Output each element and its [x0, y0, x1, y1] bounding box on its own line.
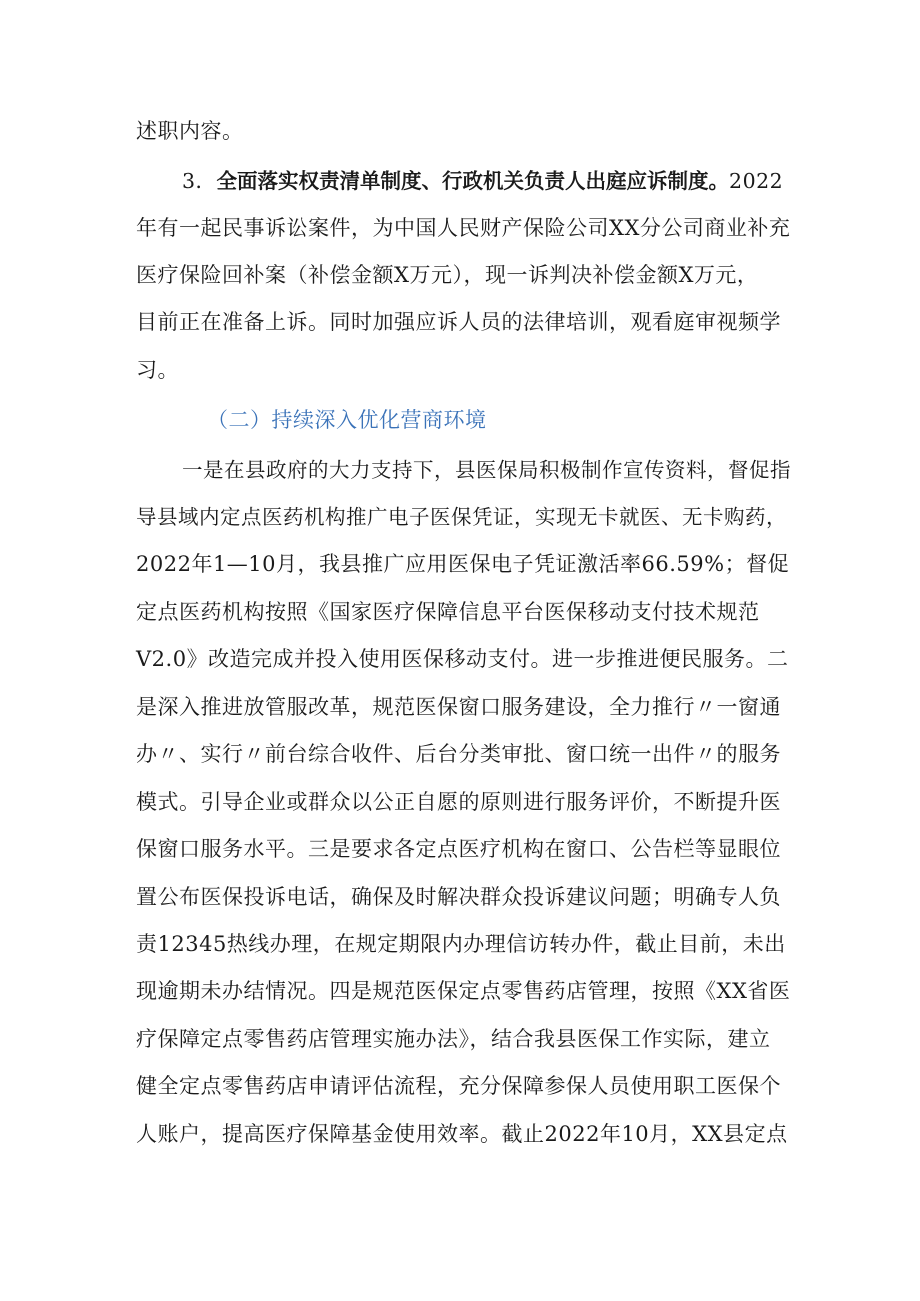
text-line: 目前正在准备上诉。同时加强应诉人员的法律培训，观看庭审视频学 [136, 310, 781, 334]
text-line: 导县域内定点医药机构推广电子医保凭证，实现无卡就医、无卡购药， [136, 505, 787, 529]
text-line: V2.0》改造完成并投入使用医保移动支付。进一步推进便民服务。二 [136, 647, 789, 671]
text-line: 保窗口服务水平。三是要求各定点医疗机构在窗口、公告栏等显眼位 [136, 837, 781, 861]
text-line: 习。 [136, 358, 179, 382]
text-line: 人账户，提高医疗保障基金使用效率。截止2022年10月，XX县定点 [136, 1122, 788, 1146]
text-line: 模式。引导企业或群众以公正自愿的原则进行服务评价，不断提升医 [136, 790, 781, 814]
item-bold-title: 全面落实权责清单制度、行政机关负责人出庭应诉制度。 [216, 169, 730, 193]
text-line: 医疗保险回补案（补偿金额X万元），现一诉判决补偿金额X万元， [136, 263, 759, 287]
text-line: 责12345热线办理，在规定期限内办理信访转办件，截止目前，未出 [136, 932, 786, 956]
text-line: 年有一起民事诉讼案件，为中国人民财产保险公司XX分公司商业补充 [136, 216, 791, 240]
section-heading: （二）持续深入优化营商环境 [207, 408, 487, 432]
text-line: 一是在县政府的大力支持下，县医保局积极制作宣传资料，督促指 [182, 458, 791, 482]
item-number: 3 [182, 169, 196, 193]
text-line: 是深入推进放管服改革，规范医保窗口服务建设，全力推行〃一窗通 [136, 695, 781, 719]
text-line: 办〃、实行〃前台综合收件、后台分类审批、窗口统一出件〃的服务 [136, 742, 781, 766]
item-3-line [182, 166, 796, 196]
item-dot: ． [195, 169, 217, 193]
text-line: 现逾期未办结情况。四是规范医保定点零售药店管理，按照《XX省医 [136, 979, 791, 1003]
item-tail: 2022 [729, 169, 784, 193]
text-line: 健全定点零售药店申请评估流程，充分保障参保人员使用职工医保个 [136, 1074, 781, 1098]
text-line: 定点医药机构按照《国家医疗保障信息平台医保移动支付技术规范 [136, 600, 760, 624]
text-line: 疗保障定点零售药店管理实施办法》，结合我县医保工作实际，建立 [136, 1027, 771, 1051]
text-line: 述职内容。 [136, 119, 244, 143]
text-line: 置公布医保投诉电话，确保及时解决群众投诉建议问题；明确专人负 [136, 885, 781, 909]
text-line: 2022年1—10月，我县推广应用医保电子凭证激活率66.59%；督促 [136, 552, 790, 576]
